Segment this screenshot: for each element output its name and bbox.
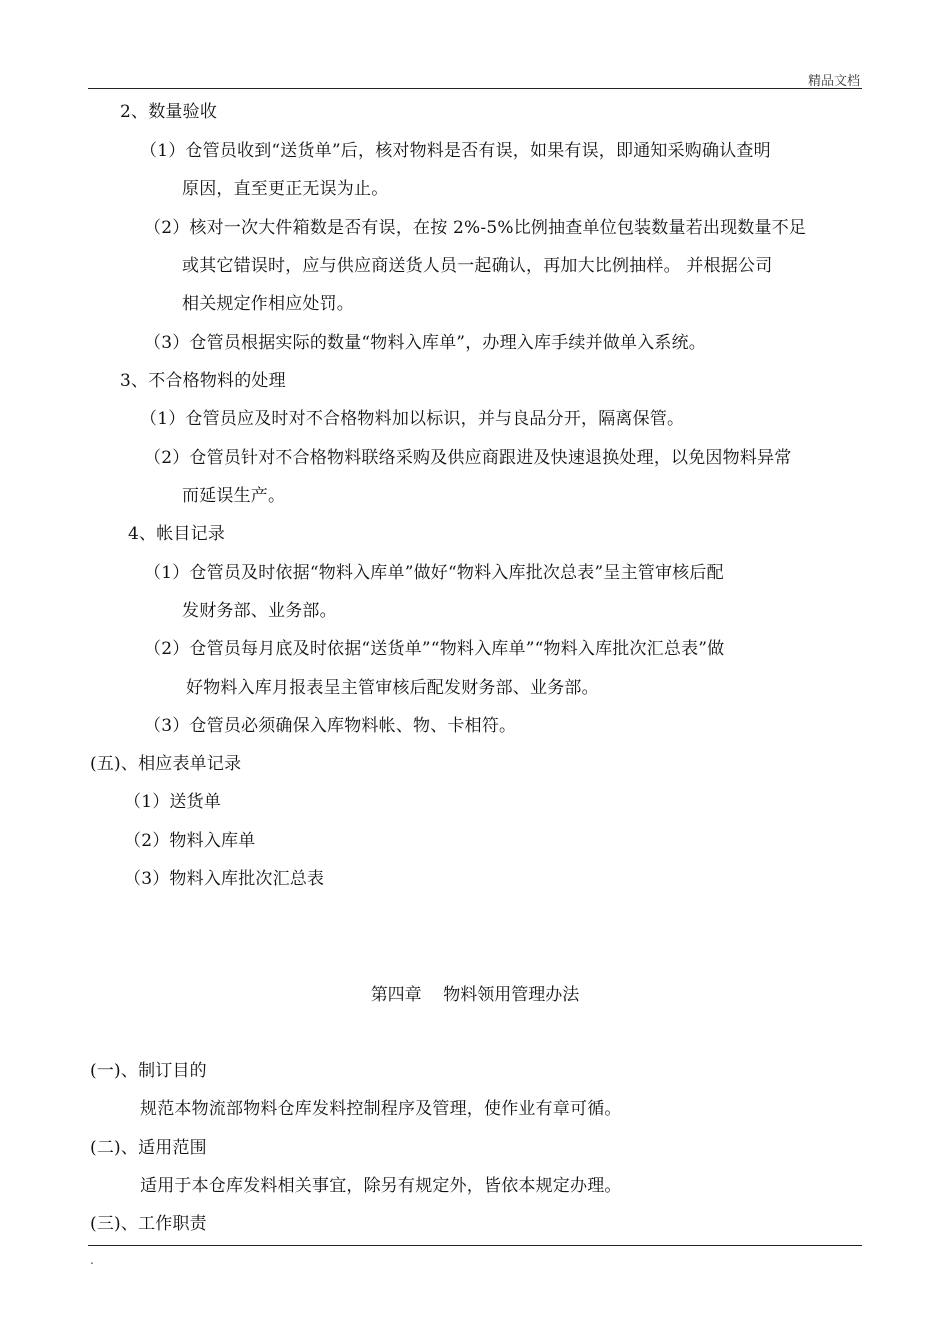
paragraph-line: （1）仓管员收到“送货单”后，核对物料是否有误，如果有误，即通知采购确认查明	[140, 141, 771, 161]
paragraph-line: 发财务部、业务部。	[182, 601, 337, 621]
paragraph-line: （3）仓管员必须确保入库物料帐、物、卡相符。	[144, 716, 517, 736]
paragraph-line: （2）核对一次大件箱数是否有误，在按 2%-5%比例抽查单位包装数量若出现数量不足	[144, 218, 807, 238]
paragraph-line: 原因，直至更正无误为止。	[182, 179, 389, 199]
paragraph-line: 相关规定作相应处罚。	[182, 294, 354, 314]
paragraph-line: （1）仓管员应及时对不合格物料加以标识，并与良品分开，隔离保管。	[140, 409, 685, 429]
paragraph-line: （2）仓管员针对不合格物料联络采购及供应商跟进及快速退换处理，以免因物料异常	[144, 448, 792, 468]
paragraph-line: 规范本物流部物料仓库发料控制程序及管理，使作业有章可循。	[140, 1099, 622, 1119]
section-heading-quantity-check: 2、数量验收	[120, 102, 218, 122]
section-heading-account-records: 4、帐目记录	[128, 524, 226, 544]
header-divider	[88, 88, 862, 89]
footer-mark: .	[90, 1253, 94, 1267]
section-heading-purpose: (一)、制订目的	[90, 1061, 207, 1081]
section-heading-duties: (三)、工作职责	[90, 1214, 207, 1234]
paragraph-line: 适用于本仓库发料相关事宜，除另有规定外，皆依本规定办理。	[140, 1176, 622, 1196]
chapter-title: 第四章 物料领用管理办法	[370, 985, 580, 1005]
paragraph-line: （2）仓管员每月底及时依据“送货单”“物料入库单”“物料入库批次汇总表”做	[144, 639, 725, 659]
section-heading-nonconforming: 3、不合格物料的处理	[120, 371, 286, 391]
paragraph-line: 好物料入库月报表呈主管审核后配发财务部、业务部。	[186, 678, 599, 698]
list-item: （1）送货单	[124, 792, 222, 812]
list-item: （3）物料入库批次汇总表	[124, 869, 325, 889]
paragraph-line: （3）仓管员根据实际的数量“物料入库单”，办理入库手续并做单入系统。	[144, 333, 706, 353]
header-label: 精品文档	[807, 74, 860, 89]
paragraph-line: （1）仓管员及时依据“物料入库单”做好“物料入库批次总表”呈主管审核后配	[144, 563, 724, 583]
paragraph-line: 而延误生产。	[182, 486, 286, 506]
section-heading-forms: (五)、相应表单记录	[90, 754, 242, 774]
paragraph-line: 或其它错误时，应与供应商送货人员一起确认，再加大比例抽样。 并根据公司	[182, 256, 773, 276]
footer-divider	[88, 1245, 862, 1246]
list-item: （2）物料入库单	[124, 831, 256, 851]
section-heading-scope: (二)、适用范围	[90, 1138, 207, 1158]
